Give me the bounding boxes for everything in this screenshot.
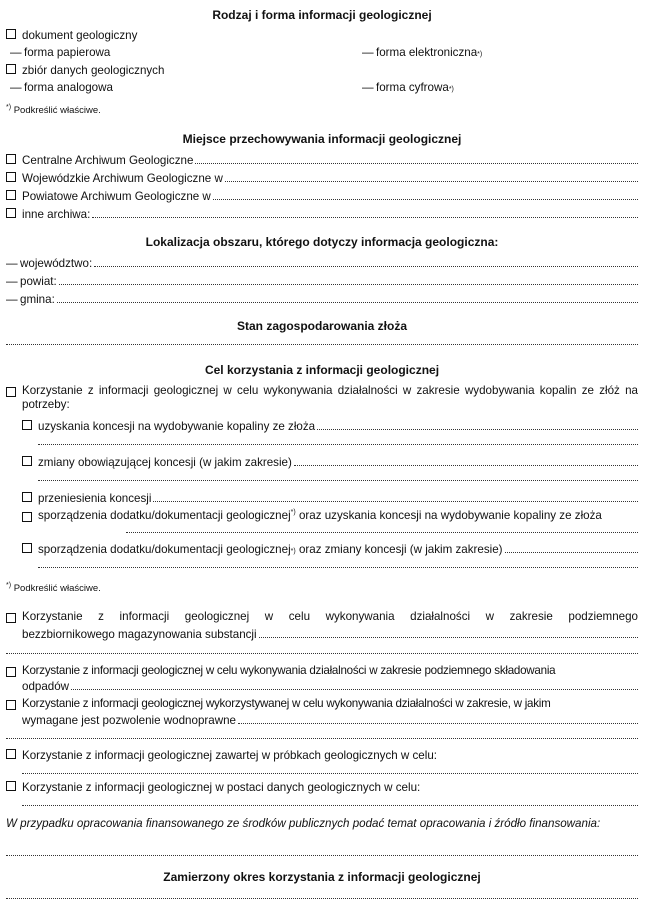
label-water: Korzystanie z informacji geologicznej wykorzystywanej w celu wykonywania działalności w zakresie, w jakim <box>22 697 551 710</box>
field-water-cont[interactable] <box>6 728 638 739</box>
field-voivodeship-archive[interactable] <box>225 172 638 182</box>
field-sub1[interactable] <box>317 420 638 430</box>
label-waste-b: odpadów <box>22 680 70 693</box>
label-dataset: zbiór danych geologicznych <box>22 64 165 77</box>
checkbox-waste[interactable] <box>6 667 16 677</box>
checkbox-county[interactable] <box>6 190 16 200</box>
section-title-period: Zamierzony okres korzystania z informacji geologicznej <box>163 870 481 884</box>
field-funding[interactable] <box>6 845 638 856</box>
field-sub2[interactable] <box>294 456 638 466</box>
label-paper: forma papierowa <box>24 46 111 59</box>
checkbox-sub3[interactable] <box>22 492 32 502</box>
section-title-purpose: Cel korzystania z informacji geologicznej <box>204 363 440 377</box>
checkbox-doc[interactable] <box>6 29 16 39</box>
checkbox-sub5[interactable] <box>22 543 32 553</box>
field-sub2-cont[interactable] <box>38 470 638 481</box>
field-deposit[interactable] <box>6 334 638 345</box>
label-storage: Korzystanie z informacji geologicznej w celu wykonywania działalności w zakresie podziemnego <box>22 610 638 623</box>
checkbox-dataset[interactable] <box>6 64 16 74</box>
field-county[interactable] <box>59 275 638 285</box>
label-county: powiat: <box>20 275 57 288</box>
field-commune[interactable] <box>57 293 638 303</box>
field-water[interactable] <box>238 714 638 724</box>
label-county-archive: Powiatowe Archiwum Geologiczne w <box>22 190 211 203</box>
label-water-b: wymagane jest pozwolenie wodnoprawne <box>22 714 236 727</box>
label-waste: Korzystanie z informacji geologicznej w celu wykonywania działalności w zakresie podziemnego składowania <box>22 664 556 677</box>
label-sub4b: oraz uzyskania koncesji na wydobywanie kopaliny ze złoża <box>298 509 602 522</box>
field-storage[interactable] <box>259 628 638 638</box>
checkbox-storage[interactable] <box>6 613 16 623</box>
note-underline-2: Podkreślić właściwe. <box>13 583 101 595</box>
section-title-deposit: Stan zagospodarowania złoża <box>236 319 408 333</box>
label-doc: dokument geologiczny <box>22 29 138 42</box>
field-period[interactable] <box>6 888 638 899</box>
section-title-location: Lokalizacja obszaru, którego dotyczy informacja geologiczna: <box>145 235 499 249</box>
label-sub4a: sporządzenia dodatku/dokumentacji geologicznej <box>38 509 291 522</box>
field-data[interactable] <box>22 795 638 806</box>
label-data: Korzystanie z informacji geologicznej w postaci danych geologicznych w celu: <box>22 781 421 794</box>
field-central[interactable] <box>195 154 638 164</box>
checkbox-sub2[interactable] <box>22 456 32 466</box>
field-county-archive[interactable] <box>213 190 638 200</box>
section-title-storage: Miejsce przechowywania informacji geologicznej <box>182 132 462 146</box>
checkbox-mining[interactable] <box>6 387 16 397</box>
label-electronic: forma elektroniczna <box>376 46 478 59</box>
field-sub1-cont[interactable] <box>38 434 638 445</box>
section-title-type: Rodzaj i forma informacji geologicznej <box>212 8 432 22</box>
field-other-archive[interactable] <box>92 208 638 218</box>
checkbox-sub4[interactable] <box>22 512 32 522</box>
checkbox-voivodeship[interactable] <box>6 172 16 182</box>
field-storage-cont[interactable] <box>6 643 638 654</box>
field-waste[interactable] <box>71 680 638 690</box>
checkbox-data[interactable] <box>6 781 16 791</box>
field-samples[interactable] <box>22 763 638 774</box>
label-central: Centralne Archiwum Geologiczne <box>22 154 194 167</box>
label-sub3: przeniesienia koncesji <box>38 492 152 505</box>
label-voivodeship: województwo: <box>20 257 93 270</box>
field-sub5-cont[interactable] <box>38 557 638 568</box>
label-storage-b: bezzbiornikowego magazynowania substancji <box>22 628 257 641</box>
label-sub2: zmiany obowiązującej koncesji (w jakim zakresie) <box>38 456 292 469</box>
checkbox-other[interactable] <box>6 208 16 218</box>
label-mining: Korzystanie z informacji geologicznej w celu wykonywania działalności w zakresie wydobywania kopalin ze złóż na potrzeby: <box>22 384 638 411</box>
label-other-archive: inne archiwa: <box>22 208 91 221</box>
label-samples: Korzystanie z informacji geologicznej zawartej w próbkach geologicznych w celu: <box>22 749 437 762</box>
field-voivodeship[interactable] <box>94 257 638 267</box>
field-sub4[interactable] <box>126 522 638 533</box>
label-sub5b: oraz zmiany koncesji (w jakim zakresie) <box>298 543 503 556</box>
field-sub5[interactable] <box>505 543 638 553</box>
checkbox-sub1[interactable] <box>22 420 32 430</box>
label-voivodeship-archive: Wojewódzkie Archiwum Geologiczne w <box>22 172 223 185</box>
note-underline: Podkreślić właściwe. <box>13 105 101 117</box>
label-commune: gmina: <box>20 293 55 306</box>
label-digital: forma cyfrowa <box>376 81 449 94</box>
checkbox-central[interactable] <box>6 154 16 164</box>
checkbox-samples[interactable] <box>6 749 16 759</box>
label-sub5a: sporządzenia dodatku/dokumentacji geologicznej <box>38 543 291 556</box>
checkbox-water[interactable] <box>6 700 16 710</box>
label-analog: forma analogowa <box>24 81 113 94</box>
label-sub1: uzyskania koncesji na wydobywanie kopaliny ze złoża <box>38 420 316 433</box>
label-funding: W przypadku opracowania finansowanego ze środków publicznych podać temat opracowania i źródło finansowania: <box>6 817 601 830</box>
field-sub3[interactable] <box>153 492 638 502</box>
